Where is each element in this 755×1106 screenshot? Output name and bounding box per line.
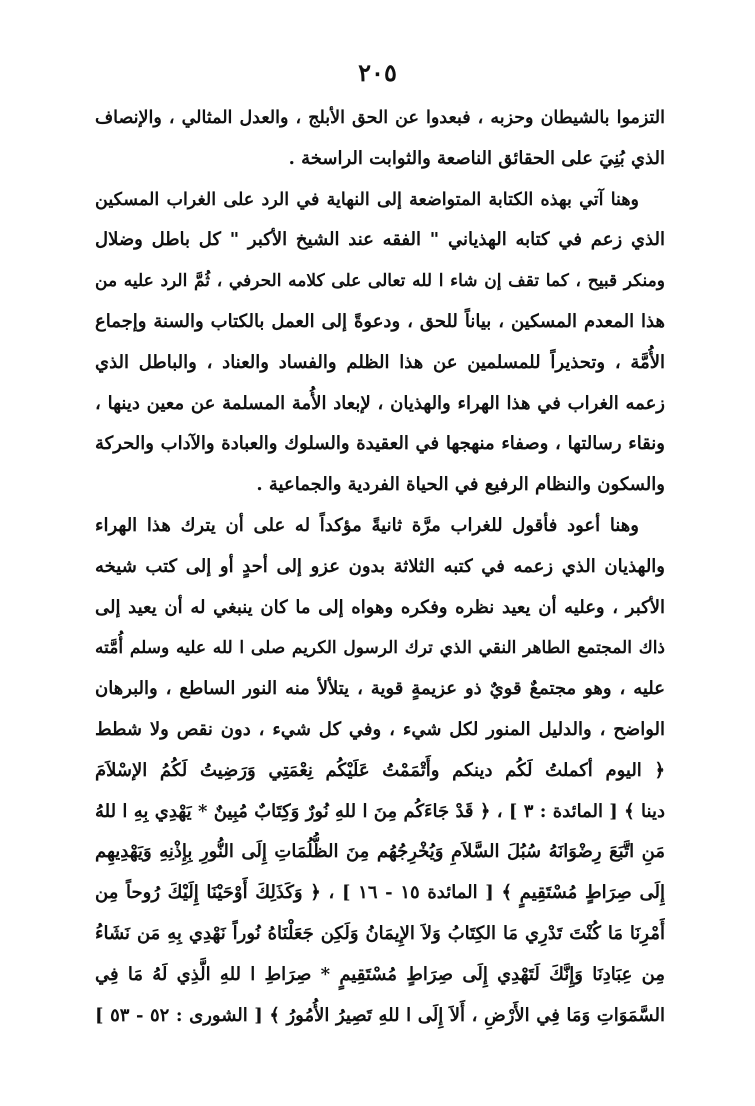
text-line: ذاك المجتمع الطاهر النقي الذي ترك الرسول الكريم صلى ا لله عليه وسلم أُمَّته xyxy=(95,638,665,659)
text-line: الأكبر ، وعليه أن يعيد نظره وفكره وهواه إلى ما كان ينبغي له أن يعيد إلى xyxy=(95,596,665,618)
quran-verse-line: مِن عِبَادِنَا وَإِنَّكَ لَتَهْدِي إِلَى صِرَاطٍ مُسْتَقِيمٍ * صِرَاطِ ا للهِ الَّذِي لَهُ مَا فِي xyxy=(95,963,665,985)
quran-verse-line: مَنِ اتَّبَعَ رِضْوَانَهُ سُبُلَ السَّلاَمِ وَيُخْرِجُهُم مِنَ الظُّلُمَاتِ إِلَى النُّورِ بِإِذْنِهِ وَيَهْدِيهِم xyxy=(95,841,665,863)
body-text xyxy=(95,98,665,1036)
text-line: الواضح ، والدليل المنور لكل شيء ، وفي كل شيء ، دون نقص ولا شطط xyxy=(95,718,665,740)
text-line: ونقاء رسالتها ، وصفاء منهجها في العقيدة والسلوك والعبادة والآداب والحركة xyxy=(95,433,665,455)
text-line: الذي زعم في كتابه الهذياني " الفقه عند الشيخ الأكبر " كل باطل وضلال xyxy=(95,229,665,251)
text-line: وهنا آتي بهذه الكتابة المتواضعة إلى النهاية في الرد على الغراب المسكين xyxy=(95,189,639,210)
text-line: الأُمَّة ، وتحذيراً للمسلمين عن هذا الظلم والفساد والعناد ، والباطل الذي xyxy=(95,351,665,373)
quran-verse-line: أَمْرِنَا مَا كُنْتَ تَدْرِي مَا الكِتَابُ وَلاَ الإِيمَانُ وَلَكِن جَعَلْنَاهُ نُوراً نَهْدِي بِهِ مَن نَشَاءُ xyxy=(95,922,665,944)
text-line: عليه ، وهو مجتمعٌ قويٌ ذو عزيمةٍ قوية ، يتلألأ منه النور الساطع ، والبرهان xyxy=(95,678,665,700)
quran-verse-line: السَّمَوَاتِ وَمَا فِي الأَرْضِ ، أَلاَ إِلَى ا للهِ تَصِيرُ الأُمُورُ ﴾ [ الشورى : ٥٢ - ٥٣ ] xyxy=(95,1004,665,1026)
quran-verse-line: دينا ﴾ [ المائدة : ٣ ] ، ﴿ قَدْ جَاءَكُم مِنَ ا للهِ نُورٌ وَكِتَابٌ مُبِينٌ * يَهْدِي بِهِ ا للهُ xyxy=(95,800,665,822)
text-line: ومنكر قبيح ، كما تقف إن شاء ا لله تعالى على كلامه الحرفي ، ثُمَّ الرد عليه من xyxy=(95,271,665,292)
quran-verse-line: إِلَى صِرَاطٍ مُسْتَقِيمٍ ﴾ [ المائدة ١٥ - ١٦ ] ، ﴿ وَكَذَلِكَ أَوْحَيْنَا إِلَيْكَ رُوحاً مِن xyxy=(95,882,665,904)
text-line: والسكون والنظام الرفيع في الحياة الفردية والجماعية . xyxy=(256,474,665,496)
text-line: زعمه الغراب في هذا الهراء والهذيان ، لإبعاد الأُمة المسلمة عن معين دينها ، xyxy=(95,392,665,414)
text-line: هذا المعدم المسكين ، بياناً للحق ، ودعوةً إلى العمل بالكتاب والسنة وإجماع xyxy=(95,310,665,332)
page-number: ٢٠٥ xyxy=(358,58,397,87)
text-line: الذي بُنِيَ على الحقائق الناصعة والثوابت الراسخة . xyxy=(288,147,665,169)
text-line: التزموا بالشيطان وحزبه ، فبعدوا عن الحق الأبلج ، والعدل المثالي ، والإنصاف xyxy=(95,108,665,128)
text-line: وهنا أعود فأقول للغراب مرَّة ثانيةً مؤكداً له على أن يترك هذا الهراء xyxy=(95,514,639,536)
text-line: والهذيان الذي زعمه في كتبه الثلاثة بدون عزو إلى أحدٍ أو إلى كتب شيخه xyxy=(95,555,665,577)
quran-verse-line: ﴿ اليوم أكملتُ لَكُم دينكم وأَتْمَمْتُ عَلَيْكُم نِعْمَتِي وَرَضِيتُ لَكُمُ الإسْلاَمَ xyxy=(95,759,665,781)
